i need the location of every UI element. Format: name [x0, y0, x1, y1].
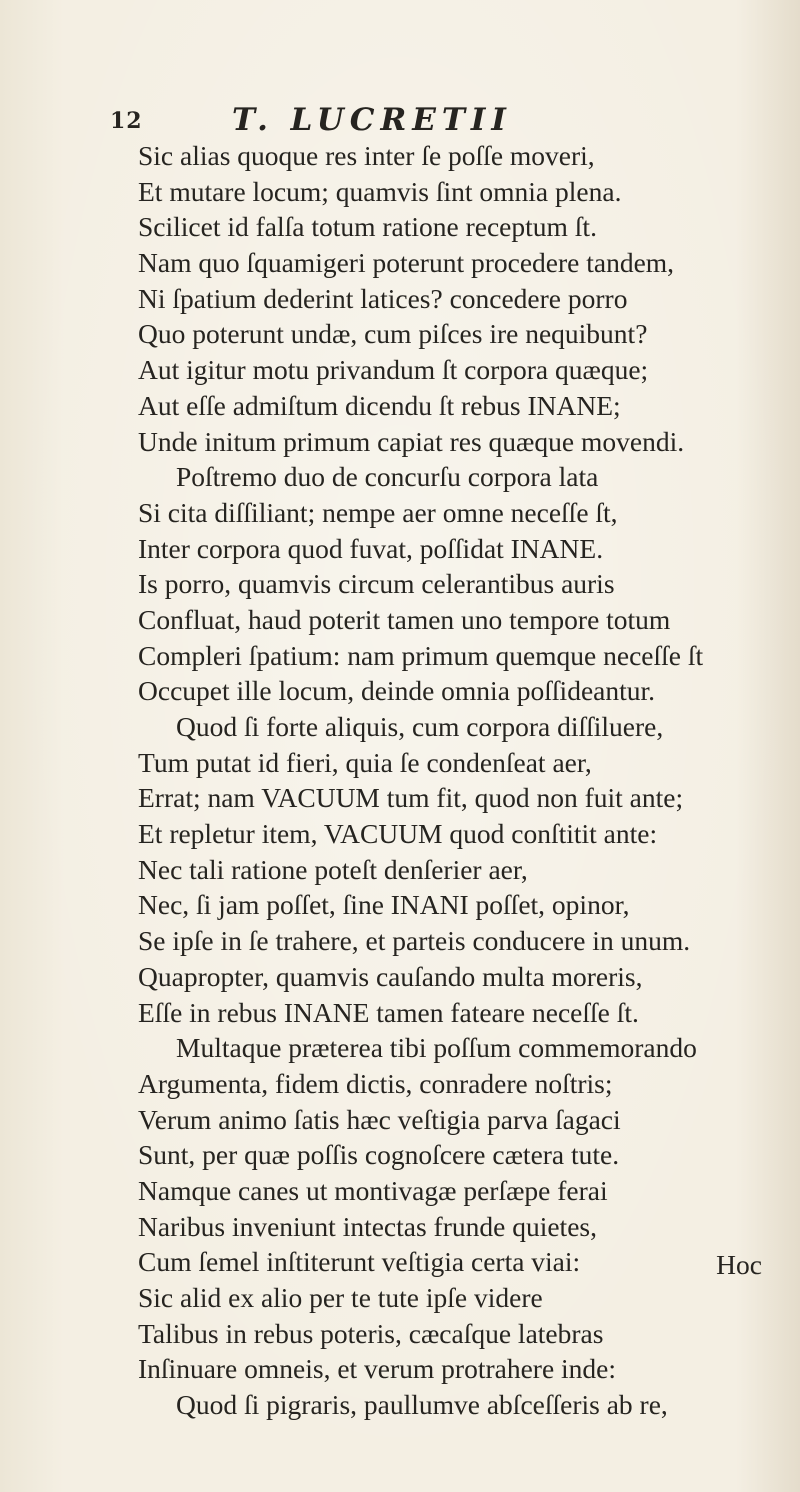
verse-line: Nec, ſi jam poſſet, ſine INANI poſſet, opinor, — [138, 889, 630, 921]
verse-line: Eſſe in rebus INANE tamen fateare neceſſe ſt. — [138, 996, 639, 1028]
page-number: 12 — [110, 108, 143, 134]
verse-line: Talibus in rebus poteris, cæcaſque latebras — [138, 1317, 604, 1349]
verse-line: Verum animo ſatis hæc veſtigia parva ſagaci — [138, 1103, 621, 1135]
verse-line: Is porro, quamvis circum celerantibus auris — [138, 568, 615, 600]
catchword: Hoc — [716, 1249, 762, 1280]
verse-line: Naribus inveniunt intectas frunde quietes, — [138, 1210, 597, 1242]
verse-line: Nam quo ſquamigeri poterunt procedere tandem, — [138, 247, 675, 279]
verse-line-indented: Quod ſi forte aliquis, cum corpora diſſiluere, — [176, 711, 664, 742]
verse-line: Nec tali ratione poteſt denſerier aer, — [138, 853, 528, 885]
verse-line-indented: Multaque præterea tibi poſſum commemorando — [176, 1032, 697, 1064]
verse-line: Se ipſe in ſe trahere, et parteis conducere in unum. — [138, 925, 691, 957]
verse-line: Errat; nam VACUUM tum fit, quod non fuit ante; — [138, 782, 684, 814]
verse-line: Inſinuare omneis, et verum protrahere inde: — [138, 1353, 617, 1385]
running-title: T. LUCRETII — [232, 102, 512, 138]
verse-line: Confluat, haud poterit tamen uno tempore totum — [138, 603, 671, 635]
verse-line: Namque canes ut montivagæ perſæpe ferai — [138, 1174, 608, 1206]
verse-line-indented: Quod ſi pigraris, paullumve abſceſſeris ab re, — [176, 1389, 668, 1421]
verse-line: Scilicet id falſa totum ratione receptum ſt. — [138, 211, 597, 243]
verse-line: Quapropter, quamvis cauſando multa moreris, — [138, 960, 643, 992]
verse-line: Aut igitur motu privandum ſt corpora quæque; — [138, 354, 649, 386]
verse-line: Sunt, per quæ poſſis cognoſcere cætera tute. — [138, 1139, 620, 1171]
verse-line: Cum ſemel inſtiterunt veſtigia certa viai: — [138, 1246, 581, 1278]
verse-line: Unde initum primum capiat res quæque movendi. — [138, 425, 685, 457]
verse-line: Si cita diſſiliant; nempe aer omne neceſſe ſt, — [138, 496, 618, 528]
verse-line: Aut eſſe admiſtum dicendu ſt rebus INANE; — [138, 389, 621, 421]
verse-block — [138, 138, 778, 1423]
verse-line: Quo poterunt undæ, cum piſces ire nequibunt? — [138, 318, 648, 350]
verse-line: Et mutare locum; quamvis ſint omnia plena. — [138, 175, 622, 207]
verse-line: Inter corpora quod fuvat, poſſidat INANE. — [138, 532, 604, 564]
verse-line: Sic alid ex alio per te tute ipſe videre — [138, 1282, 543, 1313]
verse-line-indented: Poſtremo duo de concurſu corpora lata — [176, 461, 599, 493]
verse-line: Argumenta, fidem dictis, conradere noſtris; — [138, 1067, 613, 1099]
verse-line: Ni ſpatium dederint latices? concedere porro — [138, 282, 628, 314]
verse-line: Occupet ille locum, deinde omnia poſſideantur. — [138, 675, 656, 707]
verse-line: Tum putat id fieri, quia ſe condenſeat aer, — [138, 746, 592, 778]
verse-line: Et repletur item, VACUUM quod conſtitit ante: — [138, 818, 658, 850]
page-header — [100, 102, 580, 142]
verse-line: Sic alias quoque res inter ſe poſſe moveri, — [138, 140, 595, 171]
verse-line: Compleri ſpatium: nam primum quemque neceſſe ſt — [138, 639, 704, 671]
